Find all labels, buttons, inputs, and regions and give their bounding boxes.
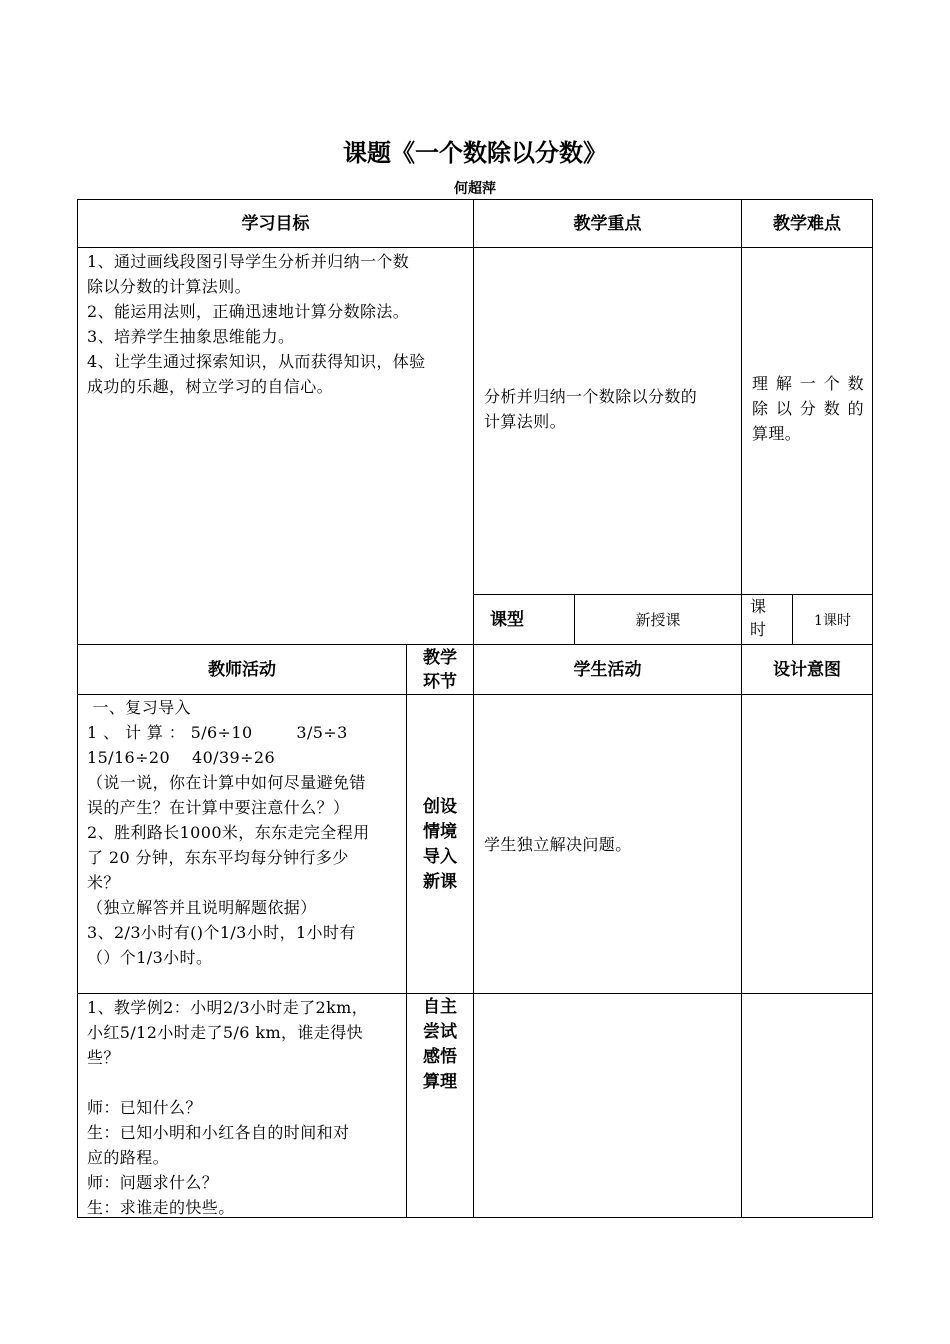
difficulty-line: 理解一个数 (752, 374, 864, 393)
stage-line: 创设 (423, 797, 457, 817)
t2-border-right (872, 644, 873, 1218)
objective-line: 4、让学生通过探索知识，从而获得知识，体验 (87, 352, 426, 371)
teacher-line: 生：求谁走的快些。 (87, 1198, 235, 1217)
t1-border-left (77, 199, 78, 645)
teacher-activity-example (87, 995, 399, 1220)
teacher-activity-review (87, 695, 399, 970)
stage-line: 情境 (423, 822, 457, 842)
header-teacher-activity: 教师活动 (208, 659, 276, 680)
t2-border-left (77, 644, 78, 1218)
t2-col-divider-1 (406, 644, 407, 1218)
objective-line: 3、培养学生抽象思维能力。 (87, 327, 295, 346)
key-point-line: 计算法则。 (484, 412, 567, 431)
header-teaching-stage (407, 645, 473, 694)
teacher-line: （说一说，你在计算中如何尽量避免错 (87, 773, 366, 792)
objective-line: 1、通过画线段图引导学生分析并归纳一个数 (87, 252, 410, 271)
teacher-line: 误的产生？在计算中要注意什么？） (87, 798, 350, 817)
teacher-line: 些？ (87, 1048, 120, 1067)
difficulty-text (752, 371, 864, 446)
key-point-line: 分析并归纳一个数除以分数的 (484, 387, 698, 406)
header-key-point: 教学重点 (573, 213, 642, 234)
teacher-line: 了 20 分钟，东东平均每分钟行多少 (87, 848, 349, 867)
teacher-line: 1 、 计 算 ： 5/6÷10 3/5÷3 (87, 723, 348, 742)
teacher-line: 米？ (87, 873, 120, 892)
stage-header-line: 教学 (423, 647, 457, 668)
teacher-line (87, 1070, 399, 1095)
student-activity-text: 学生独立解决问题。 (484, 835, 632, 854)
t1-type-divider-b (741, 594, 742, 645)
lesson-type-value: 新授课 (635, 611, 681, 629)
objective-line: 除以分数的计算法则。 (87, 277, 252, 296)
stage-intro (407, 795, 473, 895)
teacher-line: （独立解答并且说明解题依据） (87, 898, 317, 917)
period-label-char: 课 (750, 597, 767, 616)
difficulty-line: 除以分数的 (752, 399, 864, 418)
period-label (750, 595, 790, 641)
t2-col-divider-2 (473, 644, 474, 1218)
teacher-line: （）个1/3小时。 (87, 948, 213, 967)
teacher-line: 3、2/3小时有()个1/3小时，1小时有 (87, 923, 356, 942)
difficulty-line: 算理。 (752, 424, 802, 443)
author-name: 何超萍 (454, 181, 496, 197)
key-point-text (484, 384, 736, 434)
teacher-line: 师：问题求什么？ (87, 1173, 219, 1192)
t1-col-divider-2 (741, 199, 742, 595)
header-difficulty: 教学难点 (773, 213, 841, 234)
teacher-line: 小红5/12小时走了5/6 km，谁走得快 (87, 1023, 364, 1042)
header-learning-objectives: 学习目标 (241, 213, 310, 234)
stage-line: 新课 (423, 872, 457, 892)
teacher-line: 师：已知什么？ (87, 1098, 202, 1117)
teacher-line: 生：已知小明和小红各自的时间和对 (87, 1123, 350, 1142)
stage-header-line: 环节 (423, 671, 457, 692)
teacher-line: 一、复习导入 (87, 698, 191, 717)
header-design-intent: 设计意图 (773, 659, 841, 680)
t2-col-divider-3 (741, 644, 742, 1218)
teacher-line: 1、教学例2：小明2/3小时走了2km， (87, 998, 369, 1017)
stage-line: 尝试 (423, 1022, 457, 1042)
t1-header-divider (77, 247, 873, 248)
header-student-activity: 学生活动 (573, 659, 642, 680)
stage-line: 导入 (423, 847, 457, 867)
teacher-line: 2、胜利路长1000米，东东走完全程用 (87, 823, 370, 842)
teacher-line: 15/16÷20 40/39÷26 (87, 748, 276, 767)
learning-objectives-text (87, 249, 467, 399)
stage-line: 自主 (423, 997, 457, 1017)
stage-line: 算理 (423, 1072, 457, 1092)
t1-col-divider-1 (473, 199, 474, 645)
objective-line: 成功的乐趣，树立学习的自信心。 (87, 377, 334, 396)
stage-line: 感悟 (423, 1047, 457, 1067)
period-label-char: 时 (750, 620, 767, 639)
stage-explore (407, 995, 473, 1095)
lesson-type-label: 课型 (490, 609, 524, 630)
t1-border-right (872, 199, 873, 645)
teacher-line: 应的路程。 (87, 1148, 170, 1167)
objective-line: 2、能运用法则，正确迅速地计算分数除法。 (87, 302, 410, 321)
period-value: 1课时 (814, 612, 851, 629)
t2-row-divider (77, 993, 873, 994)
document-title: 课题《一个数除以分数》 (343, 139, 607, 167)
